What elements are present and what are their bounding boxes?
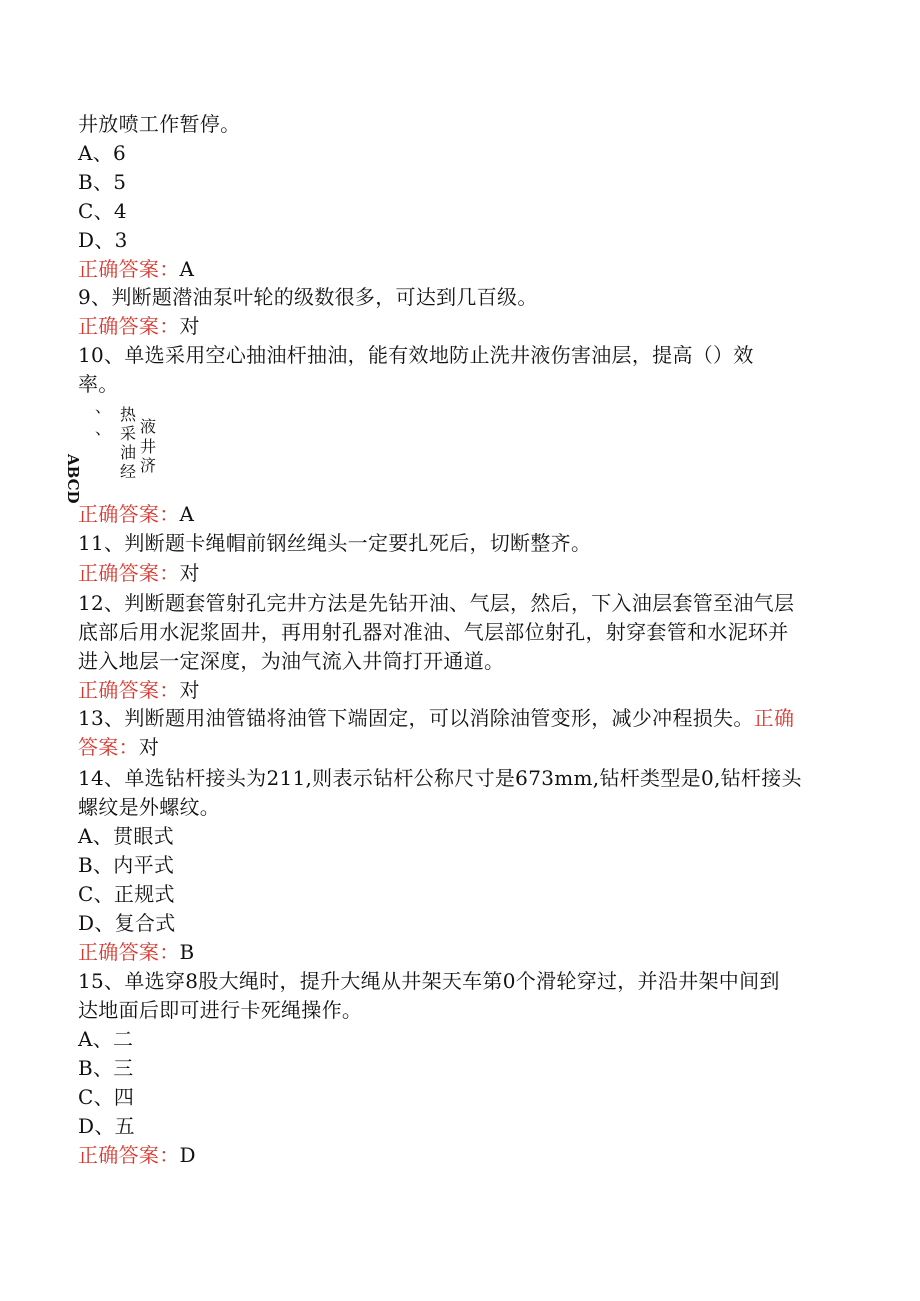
q15-option-d: D、五: [78, 1114, 135, 1138]
q14-option-a: A、贯眼式: [78, 824, 174, 848]
garbled-char: 采: [120, 424, 137, 443]
answer-label: 正确答案：: [78, 1143, 180, 1167]
answer-label-part1: 正确: [753, 706, 795, 730]
q15-option-b: B、三: [78, 1056, 134, 1080]
answer-value: D: [179, 1143, 196, 1167]
garbled-char: 经: [120, 462, 137, 481]
q15-question-line2: 达地面后即可进行卡死绳操作。: [78, 998, 363, 1022]
q9-answer: [78, 312, 200, 341]
q12-question-line3: 进入地层一定深度，为油气流入井筒打开通道。: [78, 649, 505, 673]
answer-value: 对: [179, 678, 200, 702]
garbled-char: 济: [140, 456, 157, 475]
answer-label: 正确答案：: [78, 314, 180, 338]
garbled-char: 液: [140, 417, 157, 436]
garbled-char: 井: [140, 437, 157, 456]
q14-option-b: B、内平式: [78, 853, 175, 877]
garbled-char: 油: [120, 443, 137, 462]
q14-question-line2: 螺纹是外螺纹。: [78, 795, 221, 819]
answer-label: 正确答案：: [78, 561, 180, 585]
q15-option-a: A、二: [78, 1027, 134, 1051]
garbled-tick: 、: [95, 397, 112, 416]
answer-label: 正确答案：: [78, 940, 180, 964]
garbled-tick: 、: [95, 419, 112, 438]
answer-value: 对: [179, 314, 200, 338]
q14-question-line1: 14、单选钻杆接头为211,则表示钻杆公称尺寸是673mm,钻杆类型是0,钻杆接头: [78, 766, 802, 790]
q12-question-line1: 12、判断题套管射孔完井方法是先钻开油、气层，然后，下入油层套管至油气层: [78, 591, 795, 615]
q13-answer: [78, 733, 159, 762]
garbled-char: 热: [120, 405, 137, 424]
q11-answer: [78, 559, 200, 588]
q8-answer: [78, 255, 194, 284]
q8-option-c: C、4: [78, 199, 127, 223]
q15-question-line1: 15、单选穿8股大绳时，提升大绳从井架天车第0个滑轮穿过，并沿井架中间到: [78, 969, 780, 993]
q8-option-b: B、5: [78, 170, 127, 194]
answer-label: 正确答案：: [78, 502, 180, 526]
q15-option-c: C、四: [78, 1085, 135, 1109]
q11-question: 11、判断题卡绳帽前钢丝绳头一定要扎死后，切断整齐。: [78, 531, 592, 555]
garbled-vertical-letters: ABCD: [64, 454, 82, 504]
q8-option-a: A、6: [78, 141, 127, 165]
q14-option-c: C、正规式: [78, 882, 175, 906]
answer-value: A: [179, 257, 195, 281]
q10-answer: [78, 500, 194, 529]
answer-value: B: [179, 940, 195, 964]
q12-answer: [78, 676, 200, 705]
q10-question-line2: 率。: [78, 372, 119, 396]
q13-question-text: 13、判断题用油管锚将油管下端固定，可以消除油管变形，减少冲程损失。: [78, 706, 754, 730]
answer-label-part2: 答案：: [78, 735, 139, 759]
q14-option-d: D、复合式: [78, 911, 176, 935]
q8-tail: 井放喷工作暂停。: [78, 112, 241, 136]
answer-value: 对: [138, 735, 160, 759]
q8-option-d: D、3: [78, 228, 128, 252]
answer-value: A: [179, 502, 195, 526]
q13-question-line1: [78, 704, 794, 733]
answer-value: 对: [179, 561, 200, 585]
q10-question-line1: 10、单选采用空心抽油杆抽油，能有效地防止洗井液伤害油层，提高（）效: [78, 343, 754, 367]
q14-answer: [78, 938, 195, 967]
answer-label: 正确答案：: [78, 678, 180, 702]
q9-question: 9、判断题潜油泵叶轮的级数很多，可达到几百级。: [78, 285, 538, 309]
answer-label: 正确答案：: [78, 257, 180, 281]
q12-question-line2: 底部后用水泥浆固井，再用射孔器对准油、气层部位射孔，射穿套管和水泥环并: [78, 620, 789, 644]
q15-answer: [78, 1141, 196, 1170]
